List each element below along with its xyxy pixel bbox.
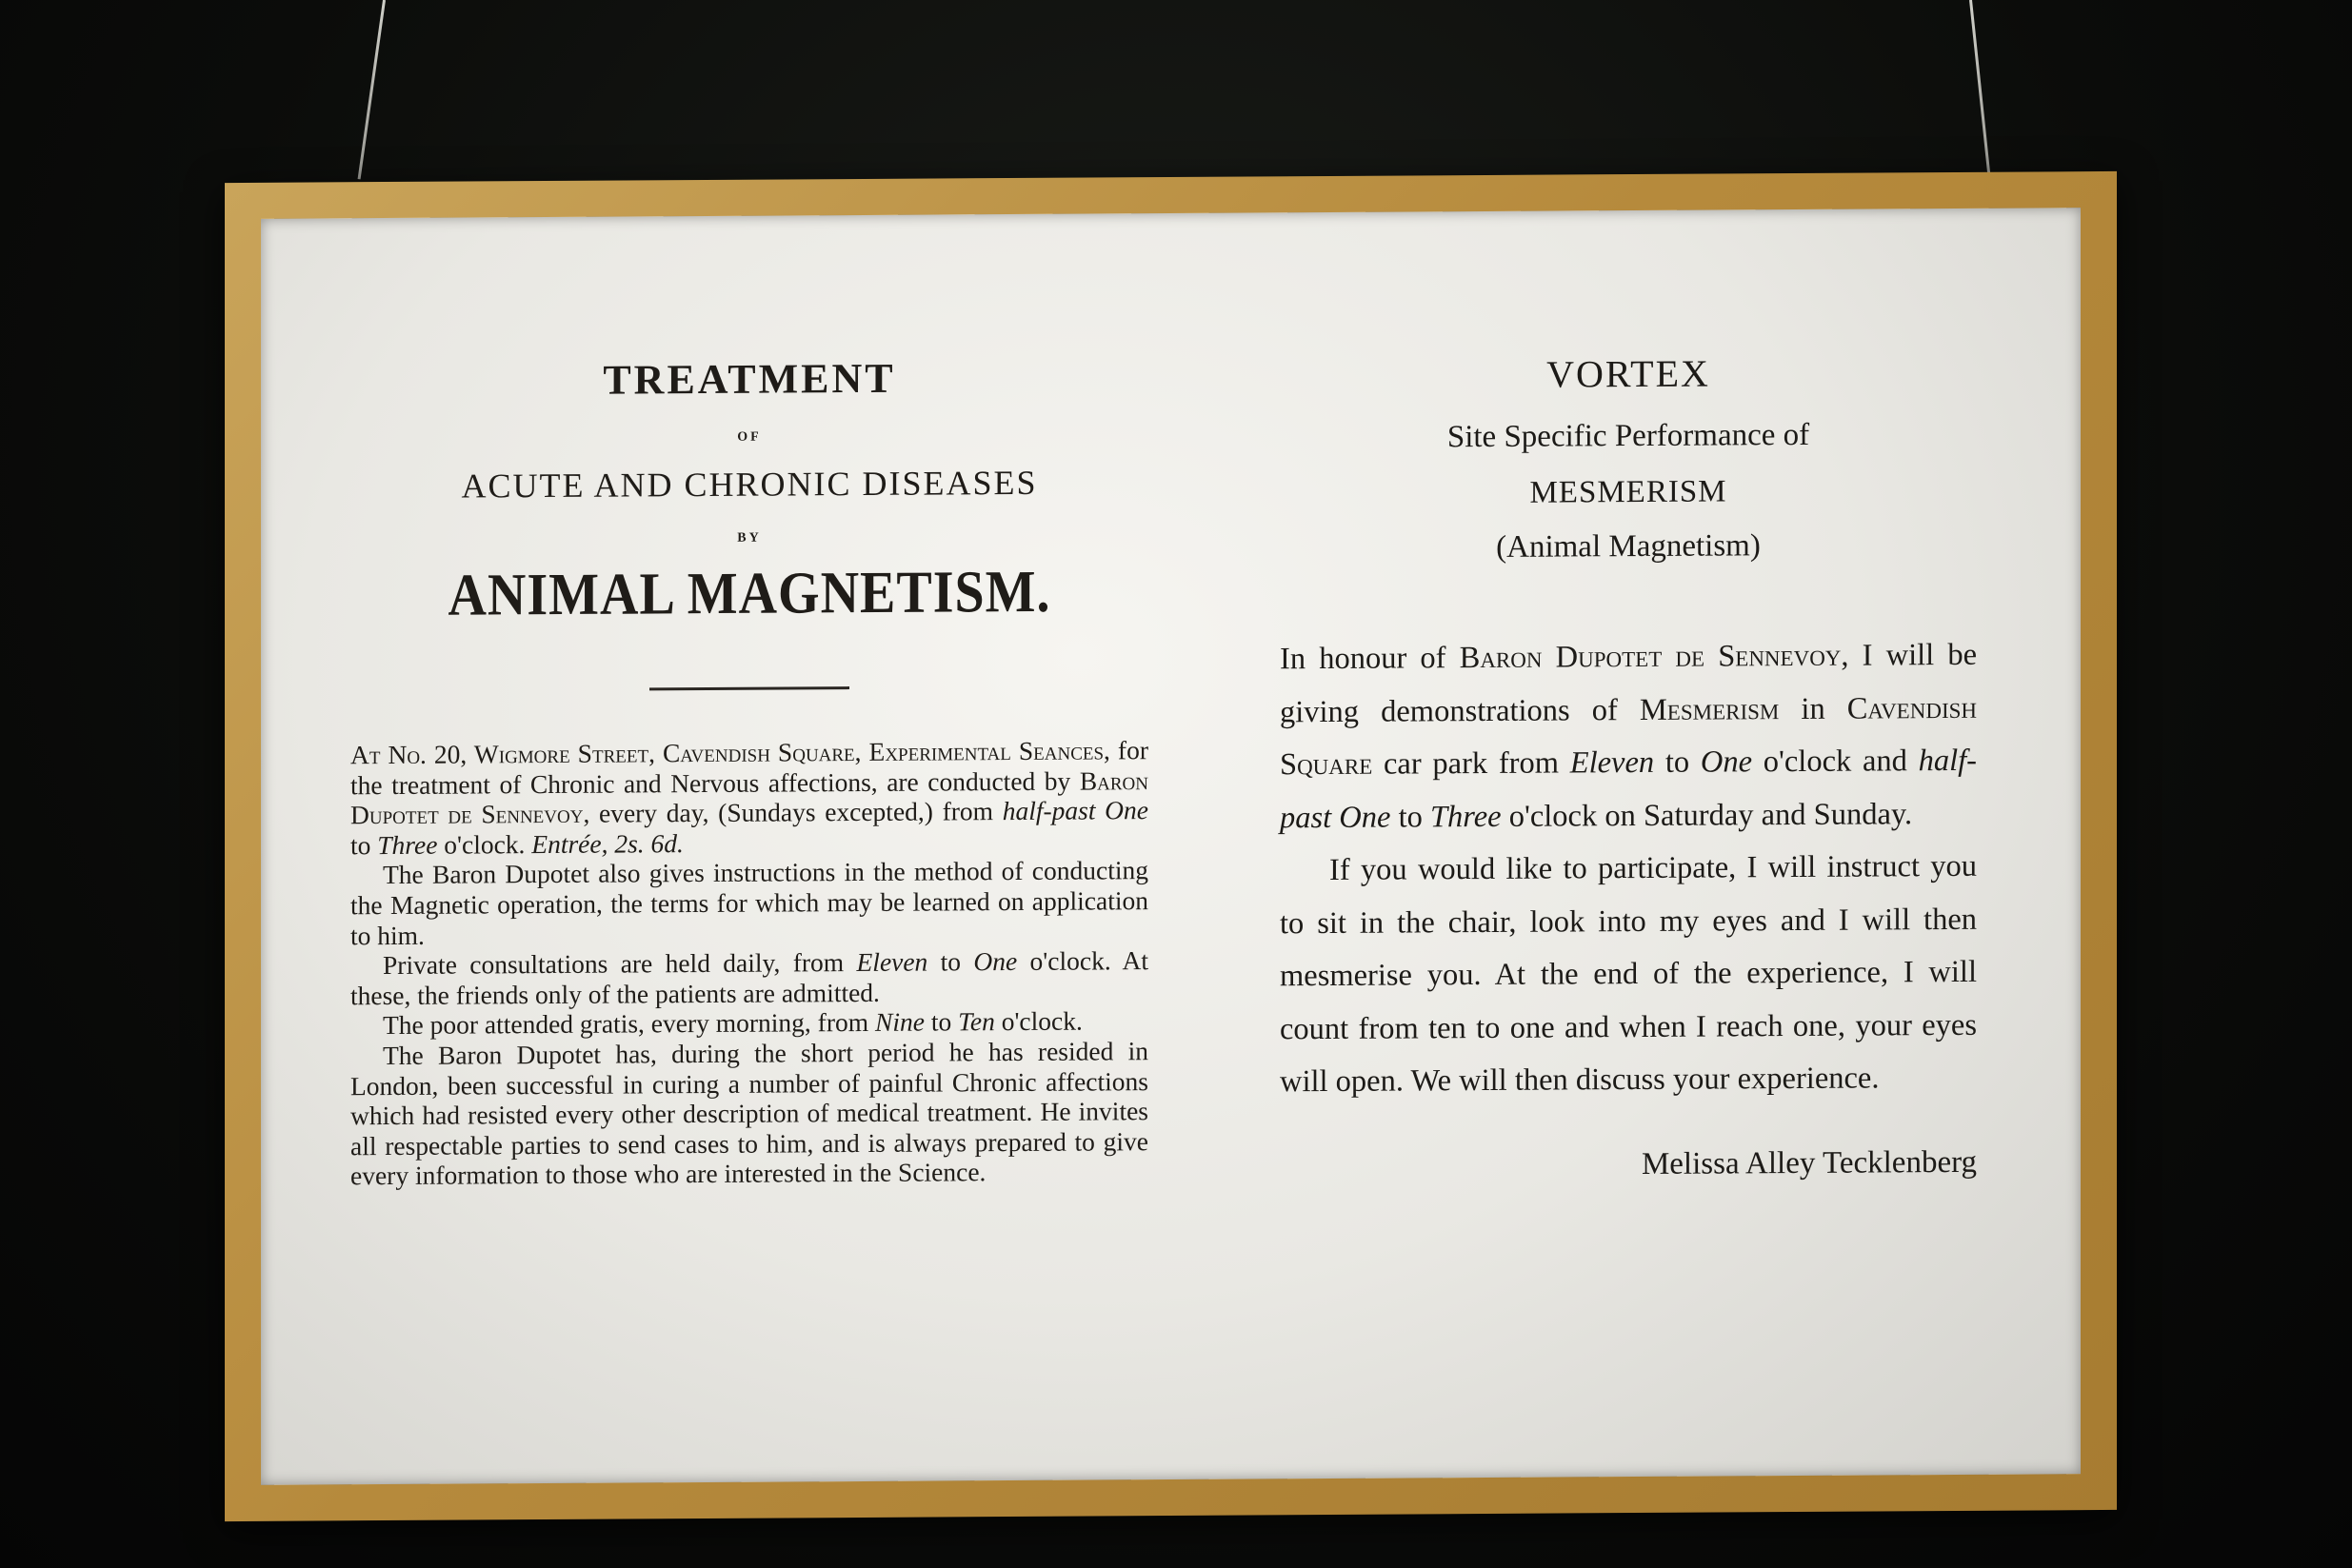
ad-divider — [649, 686, 849, 690]
ad-time: Nine — [875, 1006, 925, 1038]
hanging-wire-right — [1969, 0, 1991, 185]
ad-price: Entrée, 2s. 6d. — [531, 827, 684, 859]
notice-place: Cavendish Square — [1280, 690, 1978, 783]
notice-text: o'clock on Saturday and Sunday. — [1501, 796, 1913, 834]
notice-text: to — [1390, 799, 1430, 835]
notice-text: car park from — [1372, 745, 1570, 782]
ad-time: Ten — [958, 1006, 995, 1037]
notice-time: Three — [1429, 799, 1502, 834]
notice-name: Mesmerism — [1639, 691, 1780, 727]
notice-text: in — [1779, 691, 1847, 726]
ad-time: half-past One — [1002, 795, 1148, 826]
performance-notice — [1280, 349, 1977, 1184]
ad-text: every day, (Sundays excepted,) from — [589, 796, 1003, 828]
ad-of: OF — [737, 429, 762, 445]
ad-by: BY — [737, 530, 762, 546]
notice-text: In honour of — [1280, 641, 1460, 677]
notice-text: o'clock and — [1752, 744, 1919, 780]
notice-name: Baron Dupotet de Sennevoy, — [1459, 638, 1849, 676]
hanging-wire-left — [358, 0, 386, 179]
ad-text: to — [927, 946, 974, 977]
ad-text: o'clock. — [994, 1005, 1083, 1037]
ad-title: TREATMENT — [603, 354, 896, 404]
ad-body — [350, 735, 1148, 1191]
notice-paragraph: If you would like to participate, I will instruct you to sit in the chair, look into my eyes and I will then mesmerise you. At the end of the experience, I will count from ten to one and when I reach one, your eyes will open. We will then discuss your experience. — [1280, 848, 1977, 1100]
ad-paragraph — [350, 945, 1148, 1010]
ad-headline: ANIMAL MAGNETISM. — [448, 559, 1051, 629]
historical-advertisement — [350, 352, 1148, 1191]
notice-time: One — [1700, 744, 1753, 780]
notice-title: VORTEX — [1546, 351, 1710, 396]
ad-time: Three — [377, 829, 438, 860]
notice-text: I will be giving demonstrations of — [1280, 637, 1978, 729]
notice-body — [1280, 629, 1977, 1109]
framed-print — [261, 208, 2081, 1485]
ad-time: One — [973, 946, 1018, 977]
ad-paragraph — [350, 1005, 1148, 1041]
ad-text: to — [350, 829, 378, 861]
notice-subject: MESMERISM — [1529, 474, 1727, 510]
ad-paragraph: The Baron Dupotet also gives instructions in the method of conducting the Magnetic operation, the terms for which may be learned on application to him. — [350, 855, 1148, 950]
ad-time: Eleven — [856, 946, 928, 978]
ad-subtitle: ACUTE AND CHRONIC DISEASES — [461, 463, 1038, 506]
ad-name: Baron Dupotet de Sennevoy, — [350, 764, 1148, 830]
ad-text: o'clock. At these, the friends only of the patients are admitted. — [350, 945, 1149, 1011]
wooden-frame — [225, 171, 2117, 1521]
notice-text: to — [1654, 744, 1701, 780]
ad-text: for the treatment of Chronic and Nervous affections, are conducted by — [350, 735, 1148, 800]
notice-subtitle: Site Specific Performance of — [1446, 417, 1810, 455]
ad-paragraph — [350, 735, 1148, 860]
ad-paragraph: The Baron Dupotet has, during the short period he has resided in London, been successful in curing a number of painful Chronic affections which had resisted every other description of medical treatment. He invites all respectable parties to send cases to him, and is always prepared to give every information to those who are interested in the Science. — [350, 1036, 1148, 1191]
notice-time: half-past One — [1280, 743, 1977, 835]
ad-text: The poor attended gratis, every morning, from — [383, 1007, 875, 1041]
notice-paragraph — [1280, 629, 1977, 844]
ad-address: At No. 20, Wigmore Street, Cavendish Square, Experimental Seances, — [350, 735, 1110, 770]
notice-time: Eleven — [1569, 744, 1655, 781]
notice-subject-alt: (Animal Magnetism) — [1496, 528, 1761, 565]
ad-text: o'clock. — [437, 828, 532, 860]
signature: Melissa Alley Tecklenberg — [1641, 1144, 1977, 1181]
ad-text: to — [924, 1006, 959, 1037]
ad-text: Private consultations are held daily, from — [383, 947, 857, 981]
